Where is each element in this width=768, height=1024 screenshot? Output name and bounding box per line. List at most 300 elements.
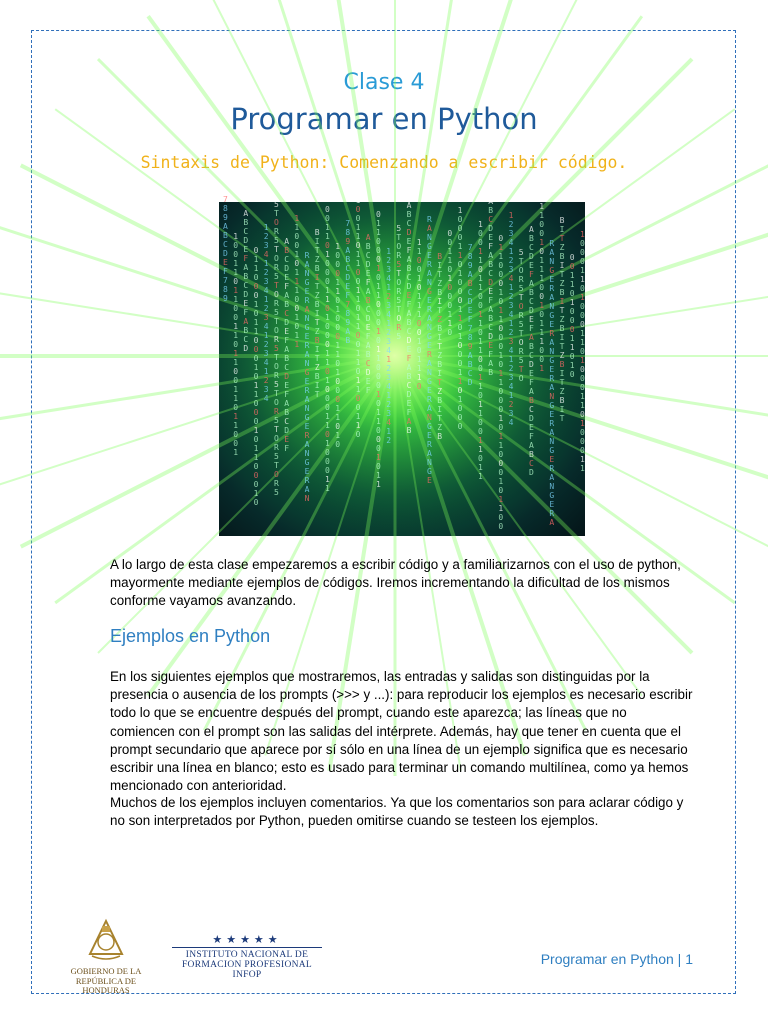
svg-text:A: A <box>406 309 412 318</box>
svg-text:0: 0 <box>233 250 239 259</box>
svg-text:0: 0 <box>478 229 483 238</box>
svg-text:A: A <box>488 251 494 260</box>
svg-text:A: A <box>365 287 371 296</box>
svg-text:4: 4 <box>386 382 392 391</box>
svg-text:E: E <box>427 341 432 350</box>
svg-text:0: 0 <box>447 229 453 238</box>
svg-text:A: A <box>549 518 555 527</box>
svg-text:0: 0 <box>457 224 463 233</box>
svg-text:0: 0 <box>355 367 361 376</box>
svg-text:C: C <box>406 273 412 282</box>
svg-text:0: 0 <box>355 241 361 250</box>
svg-text:0: 0 <box>376 255 381 264</box>
svg-text:R: R <box>549 464 555 473</box>
svg-text:0: 0 <box>498 360 504 369</box>
svg-text:0: 0 <box>457 233 463 242</box>
svg-text:2: 2 <box>386 256 392 265</box>
svg-text:1: 1 <box>569 280 575 289</box>
svg-text:A: A <box>427 404 432 413</box>
svg-text:A: A <box>529 333 534 342</box>
svg-text:0: 0 <box>498 387 504 396</box>
svg-text:1: 1 <box>325 349 330 358</box>
svg-text:0: 0 <box>233 430 239 439</box>
svg-text:1: 1 <box>539 274 545 283</box>
svg-text:2: 2 <box>386 328 392 337</box>
svg-text:0: 0 <box>335 251 341 260</box>
svg-text:1: 1 <box>233 259 239 268</box>
svg-text:B: B <box>314 372 320 381</box>
svg-text:7: 7 <box>467 243 473 252</box>
svg-text:4: 4 <box>508 346 514 355</box>
svg-text:R: R <box>274 443 279 452</box>
svg-text:1: 1 <box>294 214 300 223</box>
svg-text:5: 5 <box>274 236 279 245</box>
svg-text:5: 5 <box>518 356 524 365</box>
svg-text:5: 5 <box>274 200 279 209</box>
svg-text:2: 2 <box>263 268 269 277</box>
svg-text:G: G <box>427 377 432 386</box>
svg-text:4: 4 <box>508 238 514 247</box>
svg-text:4: 4 <box>263 358 269 367</box>
svg-text:3: 3 <box>263 385 269 394</box>
svg-text:1: 1 <box>325 421 330 430</box>
svg-text:T: T <box>314 390 320 399</box>
svg-text:0: 0 <box>294 259 300 268</box>
svg-text:0: 0 <box>355 340 361 349</box>
svg-text:E: E <box>243 299 249 308</box>
svg-text:B: B <box>314 300 320 309</box>
svg-text:1: 1 <box>498 306 504 315</box>
svg-text:T: T <box>274 209 279 218</box>
svg-text:A: A <box>365 341 371 350</box>
svg-text:0: 0 <box>376 444 381 453</box>
svg-text:1: 1 <box>498 495 504 504</box>
svg-text:1: 1 <box>294 340 300 349</box>
svg-text:T: T <box>437 342 443 351</box>
svg-text:E: E <box>406 237 412 246</box>
svg-text:0: 0 <box>325 241 330 250</box>
svg-text:1: 1 <box>539 301 545 310</box>
svg-text:G: G <box>427 467 432 476</box>
svg-text:2: 2 <box>508 256 514 265</box>
svg-text:0: 0 <box>416 346 422 355</box>
svg-text:A: A <box>529 387 534 396</box>
svg-text:T: T <box>437 378 443 387</box>
svg-text:1: 1 <box>569 343 575 352</box>
svg-text:R: R <box>549 329 555 338</box>
svg-text:A: A <box>284 237 290 246</box>
svg-text:G: G <box>549 356 555 365</box>
svg-text:0: 0 <box>416 283 422 292</box>
svg-text:1: 1 <box>355 259 361 268</box>
svg-text:R: R <box>396 323 402 332</box>
svg-text:C: C <box>284 363 290 372</box>
svg-text:A: A <box>304 440 310 449</box>
svg-text:1: 1 <box>478 310 483 319</box>
svg-text:G: G <box>427 422 432 431</box>
svg-text:F: F <box>529 324 534 333</box>
svg-text:E: E <box>427 386 432 395</box>
svg-text:1: 1 <box>355 232 361 241</box>
svg-text:0: 0 <box>253 354 259 363</box>
svg-text:F: F <box>284 444 290 453</box>
svg-text:3: 3 <box>386 265 392 274</box>
svg-text:0: 0 <box>253 246 259 255</box>
svg-text:B: B <box>314 264 320 273</box>
svg-text:B: B <box>365 296 371 305</box>
svg-text:4: 4 <box>508 418 514 427</box>
svg-text:E: E <box>304 287 310 296</box>
svg-text:O: O <box>396 242 402 251</box>
svg-text:A: A <box>488 197 494 206</box>
svg-text:0: 0 <box>478 364 483 373</box>
svg-text:5: 5 <box>396 224 402 233</box>
page-footer: Programar en Python | 1 <box>540 951 693 967</box>
svg-text:O: O <box>518 338 524 347</box>
svg-text:A: A <box>304 395 310 404</box>
svg-text:F: F <box>223 267 228 276</box>
svg-text:2: 2 <box>508 400 514 409</box>
svg-text:R: R <box>518 311 524 320</box>
svg-text:0: 0 <box>498 234 504 243</box>
svg-text:E: E <box>365 377 371 386</box>
svg-text:1: 1 <box>580 293 585 302</box>
svg-text:1: 1 <box>539 211 545 220</box>
svg-text:0: 0 <box>325 394 330 403</box>
svg-text:T: T <box>314 354 320 363</box>
svg-text:B: B <box>437 252 443 261</box>
svg-text:C: C <box>223 240 228 249</box>
svg-text:0: 0 <box>376 246 381 255</box>
svg-text:0: 0 <box>539 229 545 238</box>
svg-text:3: 3 <box>386 373 392 382</box>
svg-text:E: E <box>284 381 290 390</box>
svg-text:0: 0 <box>325 259 330 268</box>
svg-text:C: C <box>488 215 494 224</box>
svg-text:T: T <box>559 378 565 387</box>
svg-text:B: B <box>529 396 534 405</box>
svg-text:N: N <box>549 257 555 266</box>
svg-text:0: 0 <box>447 238 453 247</box>
svg-text:E: E <box>549 410 555 419</box>
svg-text:1: 1 <box>376 417 381 426</box>
svg-text:2: 2 <box>386 292 392 301</box>
svg-text:A: A <box>284 291 290 300</box>
svg-text:F: F <box>467 315 473 324</box>
svg-text:0: 0 <box>325 448 330 457</box>
svg-text:1: 1 <box>478 337 483 346</box>
svg-text:B: B <box>437 432 443 441</box>
svg-text:0: 0 <box>457 404 463 413</box>
svg-text:O: O <box>274 254 279 263</box>
svg-text:0: 0 <box>253 345 259 354</box>
svg-text:R: R <box>304 296 310 305</box>
svg-text:G: G <box>427 287 432 296</box>
svg-text:1: 1 <box>447 256 453 265</box>
svg-text:B: B <box>223 231 228 240</box>
svg-text:1: 1 <box>335 431 341 440</box>
svg-text:C: C <box>365 305 371 314</box>
svg-text:1: 1 <box>416 364 422 373</box>
svg-text:T: T <box>274 281 279 290</box>
svg-text:2: 2 <box>386 400 392 409</box>
svg-text:0: 0 <box>355 430 361 439</box>
svg-text:5: 5 <box>518 320 524 329</box>
svg-text:1: 1 <box>539 319 545 328</box>
svg-text:1: 1 <box>580 338 585 347</box>
svg-text:F: F <box>406 300 412 309</box>
svg-text:N: N <box>549 392 555 401</box>
svg-text:0: 0 <box>498 468 504 477</box>
svg-text:O: O <box>518 302 524 311</box>
svg-text:G: G <box>304 458 310 467</box>
svg-text:3: 3 <box>263 277 269 286</box>
svg-text:1: 1 <box>233 268 239 277</box>
infop-logo <box>172 934 322 980</box>
svg-text:E: E <box>529 261 534 270</box>
svg-text:1: 1 <box>386 283 392 292</box>
svg-text:B: B <box>406 372 412 381</box>
svg-text:1: 1 <box>508 211 514 220</box>
svg-text:I: I <box>559 369 565 378</box>
svg-text:1: 1 <box>539 265 545 274</box>
svg-text:1: 1 <box>294 268 300 277</box>
svg-text:F: F <box>529 270 534 279</box>
svg-text:D: D <box>488 332 494 341</box>
svg-text:0: 0 <box>253 480 259 489</box>
svg-text:1: 1 <box>478 319 483 328</box>
svg-text:0: 0 <box>457 278 463 287</box>
svg-text:0: 0 <box>294 295 300 304</box>
svg-text:5: 5 <box>396 260 402 269</box>
svg-text:1: 1 <box>447 247 453 256</box>
svg-text:A: A <box>243 209 249 218</box>
svg-text:B: B <box>406 210 412 219</box>
svg-text:1: 1 <box>569 361 575 370</box>
svg-text:O: O <box>396 278 402 287</box>
svg-text:1: 1 <box>539 202 545 211</box>
svg-text:N: N <box>427 323 432 332</box>
svg-text:1: 1 <box>478 409 483 418</box>
svg-text:1: 1 <box>233 358 239 367</box>
svg-text:E: E <box>529 369 534 378</box>
svg-text:B: B <box>559 360 565 369</box>
svg-text:1: 1 <box>325 232 330 241</box>
svg-text:0: 0 <box>325 268 330 277</box>
svg-text:1: 1 <box>478 382 483 391</box>
svg-text:1: 1 <box>233 448 239 457</box>
svg-text:I: I <box>559 333 565 342</box>
svg-text:A: A <box>243 317 249 326</box>
svg-text:I: I <box>437 369 443 378</box>
svg-text:R: R <box>274 407 279 416</box>
svg-text:B: B <box>488 368 494 377</box>
svg-text:0: 0 <box>253 282 259 291</box>
svg-text:C: C <box>529 243 534 252</box>
svg-text:T: T <box>396 233 402 242</box>
matrix-code-graphic <box>219 195 585 536</box>
svg-text:0: 0 <box>325 466 330 475</box>
svg-text:B: B <box>529 342 534 351</box>
svg-text:D: D <box>488 278 494 287</box>
svg-text:1: 1 <box>447 310 453 319</box>
svg-text:8: 8 <box>223 204 228 213</box>
svg-text:T: T <box>314 246 320 255</box>
svg-text:0: 0 <box>416 319 422 328</box>
svg-text:Z: Z <box>559 279 565 288</box>
svg-text:B: B <box>467 279 473 288</box>
svg-text:E: E <box>284 327 290 336</box>
svg-text:Z: Z <box>437 315 443 324</box>
svg-text:4: 4 <box>263 394 269 403</box>
svg-text:1: 1 <box>355 412 361 421</box>
svg-text:1: 1 <box>580 464 585 473</box>
svg-text:Z: Z <box>314 363 320 372</box>
svg-text:R: R <box>427 260 432 269</box>
svg-text:3: 3 <box>263 241 269 250</box>
svg-text:8: 8 <box>223 285 228 294</box>
svg-text:R: R <box>427 305 432 314</box>
svg-text:C: C <box>529 405 534 414</box>
svg-text:0: 0 <box>580 410 585 419</box>
svg-text:E: E <box>365 269 371 278</box>
svg-text:E: E <box>284 273 290 282</box>
svg-text:0: 0 <box>416 256 422 265</box>
svg-text:T: T <box>314 318 320 327</box>
svg-text:0: 0 <box>376 435 381 444</box>
svg-text:C: C <box>467 369 473 378</box>
svg-text:E: E <box>529 423 534 432</box>
gov-logo-line2: REPÚBLICA DE HONDURAS <box>75 975 137 995</box>
svg-text:5: 5 <box>396 332 402 341</box>
svg-text:1: 1 <box>325 475 330 484</box>
svg-text:1: 1 <box>478 256 483 265</box>
svg-text:0: 0 <box>447 301 453 310</box>
svg-text:B: B <box>559 252 565 261</box>
svg-text:0: 0 <box>539 220 545 229</box>
svg-text:1: 1 <box>253 489 259 498</box>
svg-text:I: I <box>314 309 320 318</box>
examples-paragraph: En los siguientes ejemplos que mostraremos, las entradas y salidas son distinguidas por la presencia o ausencia de los prompts (>>> y ...): para reproducir los ejemplos es necesario escribir todo lo que se encuentre después del prompt, cuando este aparezca; las líneas que no comiencen con el prompt son las salidas del intérprete. Además, hay que tener en cuenta que el prompt secundario que aparece por sí sólo en una línea de un ejemplo significa que es necesario escribir una línea en blanco; esto es usado para terminar un comando multilínea, como ya hemos mencionado con anterioridad. <box>110 669 693 794</box>
svg-text:I: I <box>314 381 320 390</box>
svg-text:E: E <box>365 323 371 332</box>
svg-text:2: 2 <box>508 292 514 301</box>
svg-text:1: 1 <box>335 404 341 413</box>
svg-text:T: T <box>274 353 279 362</box>
svg-text:0: 0 <box>376 381 381 390</box>
svg-text:0: 0 <box>233 277 239 286</box>
svg-text:1: 1 <box>457 395 463 404</box>
svg-text:0: 0 <box>457 341 463 350</box>
svg-text:D: D <box>488 224 494 233</box>
svg-text:0: 0 <box>325 367 330 376</box>
svg-text:5: 5 <box>274 344 279 353</box>
svg-text:0: 0 <box>457 413 463 422</box>
svg-text:A: A <box>345 327 351 336</box>
svg-text:0: 0 <box>253 372 259 381</box>
svg-text:E: E <box>488 341 494 350</box>
svg-text:I: I <box>437 261 443 270</box>
svg-text:B: B <box>406 318 412 327</box>
svg-text:1: 1 <box>508 355 514 364</box>
svg-text:1: 1 <box>253 444 259 453</box>
svg-text:D: D <box>529 360 534 369</box>
svg-text:1: 1 <box>355 322 361 331</box>
svg-text:A: A <box>365 233 371 242</box>
svg-text:1: 1 <box>498 504 504 513</box>
svg-text:0: 0 <box>376 210 381 219</box>
svg-text:R: R <box>304 251 310 260</box>
svg-text:R: R <box>549 374 555 383</box>
svg-text:C: C <box>529 297 534 306</box>
svg-text:C: C <box>243 335 249 344</box>
svg-text:I: I <box>314 273 320 282</box>
svg-text:R: R <box>274 263 279 272</box>
svg-text:T: T <box>274 425 279 434</box>
svg-text:F: F <box>345 291 351 300</box>
svg-text:0: 0 <box>355 214 361 223</box>
svg-text:0: 0 <box>355 403 361 412</box>
svg-text:0: 0 <box>478 427 483 436</box>
svg-text:R: R <box>304 341 310 350</box>
svg-text:9: 9 <box>345 318 351 327</box>
svg-text:5: 5 <box>274 488 279 497</box>
svg-text:G: G <box>304 413 310 422</box>
svg-text:1: 1 <box>416 373 422 382</box>
gov-logo-line1: GOBIERNO DE LA <box>70 966 142 976</box>
svg-text:T: T <box>274 317 279 326</box>
svg-text:C: C <box>365 359 371 368</box>
svg-text:C: C <box>365 251 371 260</box>
svg-text:B: B <box>284 300 290 309</box>
svg-text:1: 1 <box>580 266 585 275</box>
svg-text:1: 1 <box>335 413 341 422</box>
svg-text:1: 1 <box>325 358 330 367</box>
svg-text:0: 0 <box>253 471 259 480</box>
svg-text:E: E <box>284 435 290 444</box>
svg-text:N: N <box>304 314 310 323</box>
svg-text:T: T <box>559 234 565 243</box>
svg-text:1: 1 <box>498 441 504 450</box>
svg-text:T: T <box>559 270 565 279</box>
svg-text:1: 1 <box>263 259 269 268</box>
svg-text:R: R <box>274 371 279 380</box>
svg-text:0: 0 <box>233 439 239 448</box>
svg-text:N: N <box>427 233 432 242</box>
svg-text:1: 1 <box>355 358 361 367</box>
svg-text:E: E <box>488 287 494 296</box>
svg-text:0: 0 <box>355 268 361 277</box>
svg-text:0: 0 <box>253 399 259 408</box>
svg-text:3: 3 <box>508 337 514 346</box>
svg-text:0: 0 <box>457 359 463 368</box>
svg-text:D: D <box>529 468 534 477</box>
svg-text:0: 0 <box>335 314 341 323</box>
page-subtitle: Sintaxis de Python: Comenzando a escribir código. <box>140 153 628 172</box>
svg-text:D: D <box>345 273 351 282</box>
svg-text:1: 1 <box>457 242 463 251</box>
svg-text:0: 0 <box>253 309 259 318</box>
svg-text:Z: Z <box>437 351 443 360</box>
svg-text:0: 0 <box>233 367 239 376</box>
svg-text:0: 0 <box>539 247 545 256</box>
svg-text:N: N <box>427 458 432 467</box>
svg-text:1: 1 <box>325 286 330 295</box>
svg-text:3: 3 <box>508 301 514 310</box>
svg-text:E: E <box>427 296 432 305</box>
svg-text:1: 1 <box>498 477 504 486</box>
svg-text:N: N <box>549 347 555 356</box>
